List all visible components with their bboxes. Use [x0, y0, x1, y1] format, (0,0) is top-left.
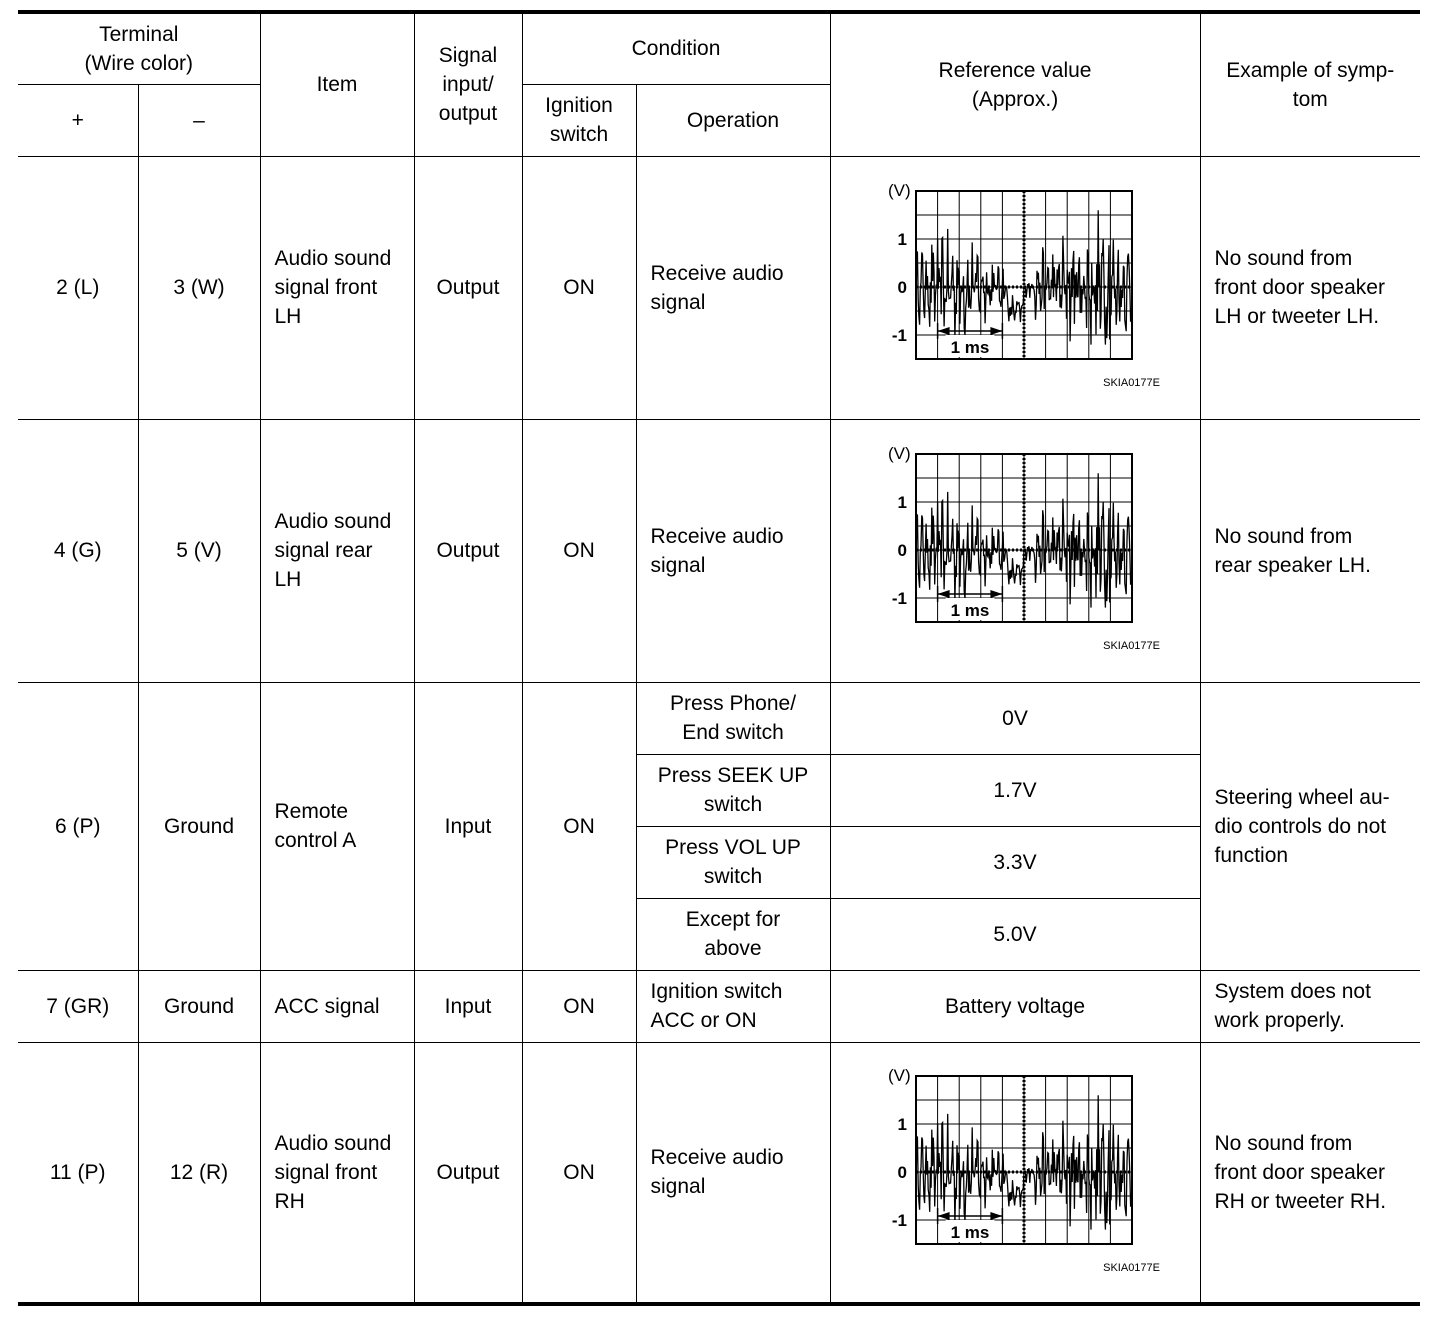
audio-waveform-diagram	[860, 180, 1170, 395]
operation-cell: Receive audio signal	[636, 156, 830, 419]
time-scale-arrow-left	[938, 1212, 950, 1220]
terminal-plus: 4 (G)	[18, 419, 138, 682]
symptom-cell: No sound from rear speaker LH.	[1200, 419, 1420, 682]
time-scale-label: 1 ms	[950, 601, 990, 620]
waveform-tick-label: -1	[891, 326, 908, 345]
reference-waveform-cell	[830, 419, 1200, 682]
table-row	[18, 419, 1420, 682]
symptom-cell: No sound from front door speaker RH or tweeter RH.	[1200, 1042, 1420, 1304]
waveform-tick-label: 1	[897, 493, 908, 512]
terminal-minus: 3 (W)	[138, 156, 260, 419]
terminal-plus: 2 (L)	[18, 156, 138, 419]
terminal-plus: 6 (P)	[18, 682, 138, 970]
figure-code-label: SKIA0177E	[1103, 1261, 1161, 1274]
item-cell: Audio sound signal front LH	[260, 156, 414, 419]
audio-waveform-diagram	[860, 443, 1170, 658]
time-scale-arrow-right	[990, 590, 1002, 598]
waveform-tick-label: 1	[897, 1114, 908, 1134]
item-cell: ACC signal	[260, 970, 414, 1042]
waveform-tick-label: 1	[897, 230, 908, 249]
table-row	[18, 970, 1420, 1042]
header-item: Item	[260, 12, 414, 156]
header-symptom: Example of symp- tom	[1200, 12, 1420, 156]
waveform-tick-label: 0	[897, 1162, 908, 1182]
terminal-minus: 5 (V)	[138, 419, 260, 682]
operation-cell: Receive audio signal	[636, 419, 830, 682]
signal-io-cell: Input	[414, 970, 522, 1042]
symptom-cell: Steering wheel au- dio controls do not function	[1200, 682, 1420, 970]
time-scale-arrow-right	[990, 1212, 1002, 1220]
terminal-minus: Ground	[138, 970, 260, 1042]
item-cell: Remote control A	[260, 682, 414, 970]
operation-cell: Press SEEK UP switch	[636, 754, 830, 826]
header-condition: Condition	[522, 12, 830, 84]
signal-io-cell: Output	[414, 419, 522, 682]
table-row	[18, 1042, 1420, 1304]
reference-value-cell: 5.0V	[830, 898, 1200, 970]
signal-io-cell: Output	[414, 1042, 522, 1304]
table-row	[18, 156, 1420, 419]
signal-io-cell: Output	[414, 156, 522, 419]
waveform-unit-label: (V)	[888, 1065, 911, 1085]
table-row	[18, 682, 1420, 754]
reference-value-cell: 0V	[830, 682, 1200, 754]
header-reference-value: Reference value (Approx.)	[830, 12, 1200, 156]
operation-cell: Ignition switch ACC or ON	[636, 970, 830, 1042]
header-terminal: Terminal (Wire color)	[18, 12, 260, 84]
header-plus: +	[18, 84, 138, 156]
operation-cell: Press VOL UP switch	[636, 826, 830, 898]
ignition-cell: ON	[522, 419, 636, 682]
terminal-minus: Ground	[138, 682, 260, 970]
header-signal-io: Signal input/ output	[414, 12, 522, 156]
operation-cell: Press Phone/ End switch	[636, 682, 830, 754]
ignition-cell: ON	[522, 156, 636, 419]
ignition-cell: ON	[522, 970, 636, 1042]
reference-waveform-cell	[830, 1042, 1200, 1304]
waveform-tick-label: 0	[897, 278, 908, 297]
waveform-unit-label: (V)	[888, 444, 911, 463]
time-scale-label: 1 ms	[950, 1222, 990, 1242]
symptom-cell: System does not work properly.	[1200, 970, 1420, 1042]
figure-code-label: SKIA0177E	[1103, 640, 1161, 652]
terminal-plus: 11 (P)	[18, 1042, 138, 1304]
time-scale-arrow-left	[938, 590, 950, 598]
waveform-unit-label: (V)	[888, 181, 911, 200]
time-scale-arrow-left	[938, 327, 950, 335]
operation-cell: Except for above	[636, 898, 830, 970]
waveform-tick-label: -1	[891, 589, 908, 608]
header-minus: –	[138, 84, 260, 156]
reference-value-cell: Battery voltage	[830, 970, 1200, 1042]
header-ignition-switch: Ignition switch	[522, 84, 636, 156]
audio-waveform-diagram	[860, 1065, 1170, 1280]
reference-value-cell: 3.3V	[830, 826, 1200, 898]
waveform-tick-label: 0	[897, 541, 908, 560]
time-scale-arrow-right	[990, 327, 1002, 335]
reference-value-cell: 1.7V	[830, 754, 1200, 826]
ignition-cell: ON	[522, 1042, 636, 1304]
terminal-plus: 7 (GR)	[18, 970, 138, 1042]
item-cell: Audio sound signal rear LH	[260, 419, 414, 682]
terminal-minus: 12 (R)	[138, 1042, 260, 1304]
signal-io-cell: Input	[414, 682, 522, 970]
waveform-tick-label: -1	[891, 1210, 908, 1230]
header-operation: Operation	[636, 84, 830, 156]
time-scale-label: 1 ms	[950, 338, 990, 357]
reference-waveform-cell	[830, 156, 1200, 419]
operation-cell: Receive audio signal	[636, 1042, 830, 1304]
terminal-spec-table	[18, 10, 1420, 1306]
figure-code-label: SKIA0177E	[1103, 377, 1161, 389]
symptom-cell: No sound from front door speaker LH or tweeter LH.	[1200, 156, 1420, 419]
item-cell: Audio sound signal front RH	[260, 1042, 414, 1304]
ignition-cell: ON	[522, 682, 636, 970]
